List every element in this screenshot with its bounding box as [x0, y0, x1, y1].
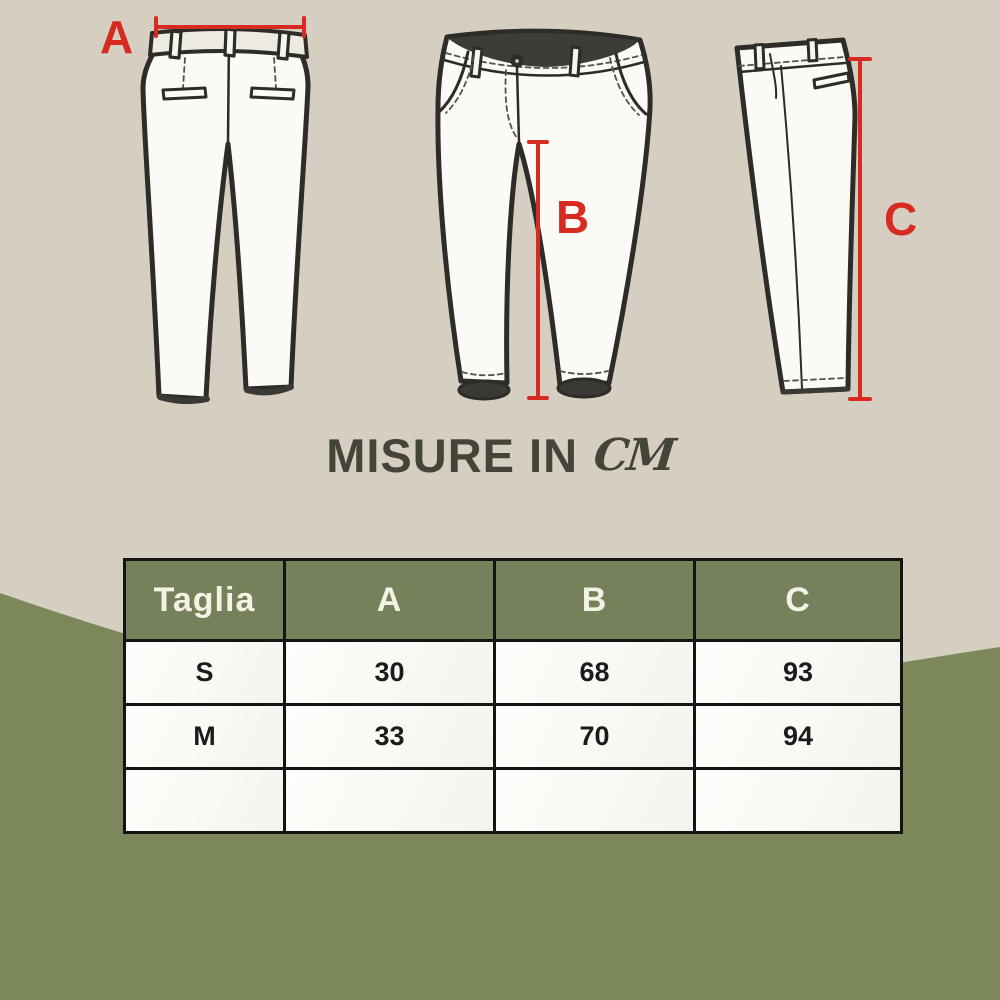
leg-opening — [459, 381, 509, 399]
measure-line-a — [150, 14, 310, 42]
cell-value: 70 — [495, 705, 695, 769]
table-row-empty — [125, 769, 902, 833]
table-row-m — [125, 705, 902, 769]
leg-opening — [558, 379, 610, 397]
belt-loop — [755, 45, 764, 70]
cell-value — [285, 769, 495, 833]
back-pocket — [163, 88, 206, 99]
measure-line-c — [848, 53, 872, 405]
belt-loop — [808, 40, 817, 62]
size-table — [123, 558, 903, 834]
cell-value: 33 — [285, 705, 495, 769]
title — [0, 424, 1000, 486]
measure-line-b — [527, 136, 549, 404]
belt-loop — [471, 48, 482, 77]
cell-value: 30 — [285, 641, 495, 705]
pants-side-body — [737, 40, 855, 392]
column-header-c: C — [695, 560, 902, 641]
pants-side-view-illustration — [726, 26, 866, 406]
title-main: MISURE IN — [326, 428, 579, 482]
measure-label-a: A — [100, 11, 134, 63]
belt-loop — [570, 47, 580, 76]
column-header-b: B — [495, 560, 695, 641]
cell-value: 93 — [695, 641, 902, 705]
cell-size: S — [125, 641, 285, 705]
measure-label-c: C — [884, 193, 918, 245]
column-header-taglia: Taglia — [125, 560, 285, 641]
cell-value — [495, 769, 695, 833]
table-header-row — [125, 560, 902, 641]
back-pocket — [251, 88, 294, 99]
pants-back-view-illustration — [128, 18, 328, 413]
cell-value — [695, 769, 902, 833]
cell-value: 68 — [495, 641, 695, 705]
column-header-a: A — [285, 560, 495, 641]
table-row-s — [125, 641, 902, 705]
cell-size — [125, 769, 285, 833]
measure-label-b: B — [556, 191, 590, 243]
cell-value: 94 — [695, 705, 902, 769]
cell-size: M — [125, 705, 285, 769]
title-unit: CM — [591, 429, 677, 481]
